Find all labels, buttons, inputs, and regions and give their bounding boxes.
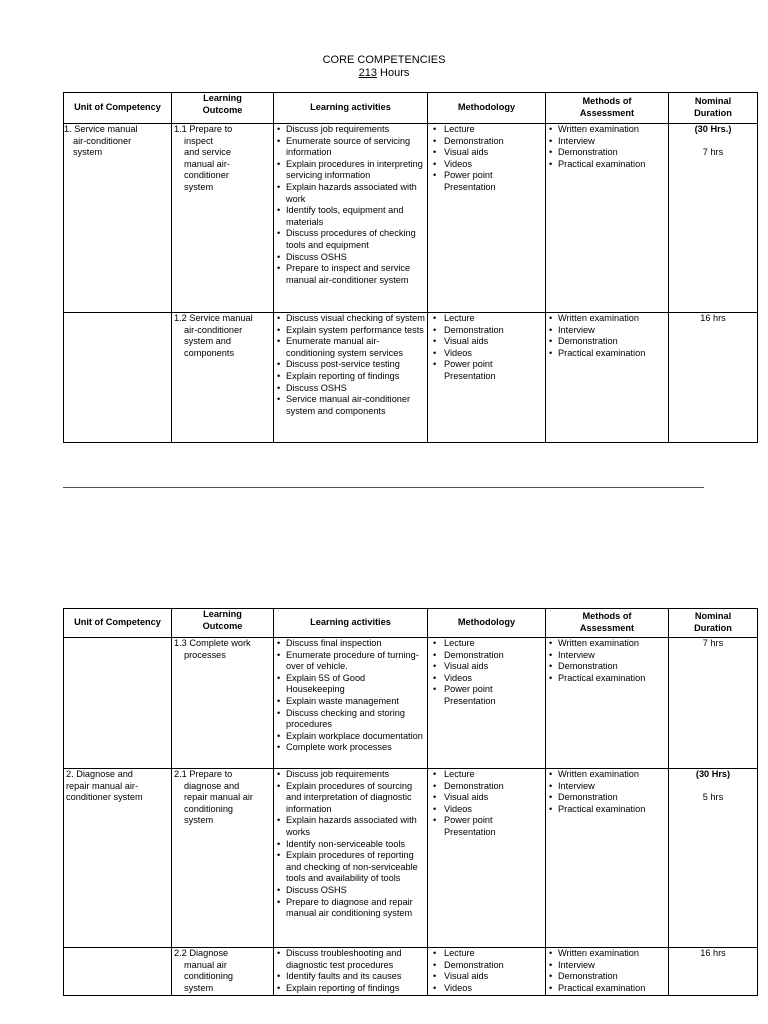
list-item: • Service manual air-conditioner system and components	[276, 394, 425, 417]
list-item: • Written examination	[548, 769, 666, 781]
col-header-outcome: Learning Outcome	[172, 93, 274, 124]
list-item: • Power point Presentation	[430, 170, 543, 193]
bullet-list	[276, 948, 425, 994]
list-item: • Interview	[548, 781, 666, 793]
list-item: • Explain procedures of reporting and checking of non-serviceable tools and availability of tools	[276, 850, 425, 885]
methodology	[428, 124, 546, 313]
list-item: • Power point Presentation	[430, 815, 543, 838]
unit-of-competency	[64, 313, 172, 443]
list-item: • Discuss checking and storing procedures	[276, 708, 425, 731]
total-hours	[0, 67, 768, 79]
duration-hours: 7 hrs	[702, 147, 724, 158]
page-divider	[63, 487, 704, 488]
learning-activities	[274, 948, 428, 996]
learning-activities	[274, 638, 428, 769]
outcome-text: 2.1 Prepare to diagnose and repair manual air conditioning system	[174, 769, 253, 826]
list-item: • Demonstration	[430, 650, 543, 662]
list-item: • Videos	[430, 804, 543, 816]
col-header-activities: Learning activities	[274, 609, 428, 638]
competency-table-2	[63, 608, 758, 996]
col-header-unit: Unit of Competency	[64, 609, 172, 638]
assessment-methods	[546, 769, 669, 948]
learning-activities	[274, 124, 428, 313]
methodology	[428, 769, 546, 948]
list-item: • Practical examination	[548, 348, 666, 360]
assessment-methods	[546, 638, 669, 769]
list-item: • Enumerate manual air-conditioning system services	[276, 336, 425, 359]
assessment-methods	[546, 948, 669, 996]
duration-total: (30 Hrs)	[695, 769, 731, 779]
list-item: • Interview	[548, 136, 666, 148]
list-item: • Explain reporting of findings	[276, 983, 425, 995]
col-header-assessment: Methods of Assessment	[546, 93, 669, 124]
col-header-duration: Nominal Duration	[669, 93, 758, 124]
list-item: • Demonstration	[548, 661, 666, 673]
assessment-methods	[546, 124, 669, 313]
methodology	[428, 948, 546, 996]
list-item: • Demonstration	[430, 136, 543, 148]
col-header-methodology: Methodology	[428, 609, 546, 638]
list-item: • Discuss final inspection	[276, 638, 425, 650]
list-item: • Demonstration	[430, 325, 543, 337]
list-item: • Discuss post-service testing	[276, 359, 425, 371]
bullet-list	[276, 313, 425, 417]
list-item: • Visual aids	[430, 661, 543, 673]
list-item: • Written examination	[548, 313, 666, 325]
list-item: • Identify tools, equipment and materials	[276, 205, 425, 228]
duration-total: (30 Hrs.)	[694, 124, 732, 134]
bullet-list	[276, 769, 425, 920]
bullet-list	[430, 124, 543, 194]
nominal-duration	[669, 948, 758, 996]
list-item: • Identify faults and its causes	[276, 971, 425, 983]
duration-hours: 16 hrs	[700, 948, 726, 958]
list-item: • Videos	[430, 983, 543, 995]
list-item: • Practical examination	[548, 804, 666, 816]
list-item: • Explain procedures of sourcing and interpretation of diagnostic information	[276, 781, 425, 816]
competency-table-1	[63, 92, 758, 443]
list-item: • Written examination	[548, 638, 666, 650]
list-item: • Power point Presentation	[430, 684, 543, 707]
nominal-duration	[669, 769, 758, 948]
table-header-row	[64, 93, 758, 124]
table-row	[64, 769, 758, 948]
duration-hours: 7 hrs	[702, 638, 724, 648]
list-item: • Enumerate procedure of turning-over of vehicle.	[276, 650, 425, 673]
page-title: CORE COMPETENCIES	[322, 54, 446, 66]
list-item: • Demonstration	[430, 781, 543, 793]
unit-of-competency	[64, 638, 172, 769]
list-item: • Discuss OSHS	[276, 885, 425, 897]
list-item: • Practical examination	[548, 159, 666, 171]
list-item: • Demonstration	[548, 792, 666, 804]
learning-outcome	[172, 769, 274, 948]
bullet-list	[548, 313, 666, 359]
assessment-methods	[546, 313, 669, 443]
outcome-text: 1.2 Service manual air-conditioner system and components	[174, 313, 253, 358]
table-row	[64, 124, 758, 313]
duration-hours: 5 hrs	[702, 792, 724, 803]
list-item: • Visual aids	[430, 971, 543, 983]
learning-outcome	[172, 124, 274, 313]
learning-activities	[274, 313, 428, 443]
list-item: • Interview	[548, 325, 666, 337]
bullet-list	[276, 638, 425, 754]
bullet-list	[276, 124, 425, 286]
list-item: • Explain procedures in interpreting servicing information	[276, 159, 425, 182]
list-item: • Discuss job requirements	[276, 124, 425, 136]
outcome-text: 2.2 Diagnose manual air conditioning system	[174, 948, 234, 993]
unit-of-competency: 1. Service manual air-conditioner system	[64, 124, 172, 313]
outcome-text: 1.3 Complete work processes	[174, 638, 251, 660]
table-header-row	[64, 609, 758, 638]
list-item: • Visual aids	[430, 336, 543, 348]
list-item: • Prepare to inspect and service manual air-conditioner system	[276, 263, 425, 286]
bullet-list	[548, 638, 666, 684]
nominal-duration	[669, 313, 758, 443]
col-header-methodology: Methodology	[428, 93, 546, 124]
list-item: • Written examination	[548, 948, 666, 960]
list-item: • Demonstration	[548, 971, 666, 983]
list-item: • Demonstration	[430, 960, 543, 972]
nominal-duration	[669, 124, 758, 313]
duration-hours: 16 hrs	[700, 313, 726, 323]
nominal-duration	[669, 638, 758, 769]
list-item: • Discuss visual checking of system	[276, 313, 425, 325]
outcome-text: 1.1 Prepare to inspect and service manual air- conditioner system	[174, 124, 233, 192]
methodology	[428, 313, 546, 443]
list-item: • Interview	[548, 650, 666, 662]
list-item: • Explain hazards associated with work	[276, 182, 425, 205]
list-item: • Visual aids	[430, 792, 543, 804]
list-item: • Explain 5S of Good Housekeeping	[276, 673, 425, 696]
bullet-list	[548, 769, 666, 815]
table-row	[64, 638, 758, 769]
list-item: • Discuss job requirements	[276, 769, 425, 781]
list-item: • Demonstration	[548, 336, 666, 348]
table-row	[64, 948, 758, 996]
hours-number: 213	[358, 67, 377, 79]
bullet-list	[430, 638, 543, 708]
list-item: • Videos	[430, 348, 543, 360]
list-item: • Practical examination	[548, 673, 666, 685]
list-item: • Visual aids	[430, 147, 543, 159]
unit-of-competency: 2. Diagnose and repair manual air- conditioner system	[64, 769, 172, 948]
col-header-assessment: Methods of Assessment	[546, 609, 669, 638]
list-item: • Lecture	[430, 313, 543, 325]
list-item: • Discuss troubleshooting and diagnostic test procedures	[276, 948, 425, 971]
bullet-list	[548, 124, 666, 170]
bullet-list	[548, 948, 666, 994]
list-item: • Explain system performance tests	[276, 325, 425, 337]
col-header-activities: Learning activities	[274, 93, 428, 124]
col-header-unit: Unit of Competency	[64, 93, 172, 124]
learning-outcome	[172, 948, 274, 996]
list-item: • Lecture	[430, 124, 543, 136]
unit-of-competency	[64, 948, 172, 996]
bullet-list	[430, 313, 543, 383]
list-item: • Enumerate source of servicing information	[276, 136, 425, 159]
list-item: • Prepare to diagnose and repair manual air conditioning system	[276, 897, 425, 920]
list-item: • Explain hazards associated with works	[276, 815, 425, 838]
list-item: • Videos	[430, 673, 543, 685]
bullet-list	[430, 948, 543, 994]
list-item: • Identify non-serviceable tools	[276, 839, 425, 851]
col-header-outcome: Learning Outcome	[172, 609, 274, 638]
learning-outcome	[172, 313, 274, 443]
list-item: • Discuss procedures of checking tools and equipment	[276, 228, 425, 251]
list-item: • Complete work processes	[276, 742, 425, 754]
list-item: • Practical examination	[548, 983, 666, 995]
list-item: • Videos	[430, 159, 543, 171]
list-item: • Demonstration	[548, 147, 666, 159]
list-item: • Explain reporting of findings	[276, 371, 425, 383]
list-item: • Discuss OSHS	[276, 252, 425, 264]
list-item: • Discuss OSHS	[276, 383, 425, 395]
table-row	[64, 313, 758, 443]
list-item: • Lecture	[430, 948, 543, 960]
list-item: • Lecture	[430, 769, 543, 781]
list-item: • Power point Presentation	[430, 359, 543, 382]
list-item: • Interview	[548, 960, 666, 972]
list-item: • Explain waste management	[276, 696, 425, 708]
bullet-list	[430, 769, 543, 839]
list-item: • Explain workplace documentation	[276, 731, 425, 743]
methodology	[428, 638, 546, 769]
list-item: • Lecture	[430, 638, 543, 650]
learning-activities	[274, 769, 428, 948]
col-header-duration: Nominal Duration	[669, 609, 758, 638]
list-item: • Written examination	[548, 124, 666, 136]
learning-outcome	[172, 638, 274, 769]
hours-suffix: Hours	[376, 67, 410, 79]
